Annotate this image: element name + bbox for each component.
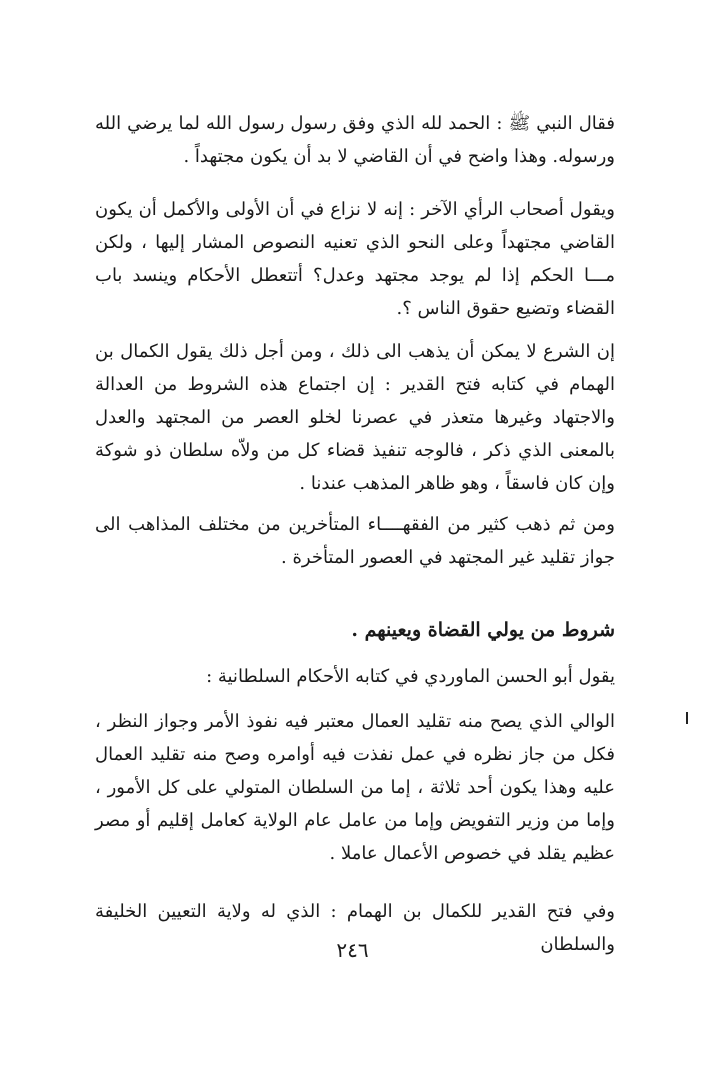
paragraph-6: الوالي الذي يصح منه تقليد العمال معتبر فيه نفوذ الأمر وجواز النظر ، فكل من جاز نظره في عمل نفذت فيه أوامره وصح منه تقليد العمال عليه وهذا يكون أحد ثلاثة ، إما من السلطان المتولي على كل الأمور ، وإما من وزير التفويض وإما من عامل عام الولاية كعامل إقليم أو مصر عظيم يقلد في خصوص الأعمال عاملا . — [95, 711, 615, 864]
paragraph-2: ويقول أصحاب الرأي الآخر : إنه لا نزاع في أن الأولى والأكمل أن يكون القاضي مجتهداً وعلى النحو الذي تعنيه النصوص المشار إليها ، ولكن مـــا الحكم إذا لم يوجد مجتهد وعدل؟ أتتعطل الأحكام وينسد باب القضاء وتضيع حقوق الناس ؟. — [95, 199, 615, 319]
paragraph-4: ومن ثم ذهب كثير من الفقهــــاء المتأخرين من مختلف المذاهب الى جواز تقليد غير المجتهد في العصور المتأخرة . — [95, 514, 615, 568]
paragraph-5: يقول أبو الحسن الماوردي في كتابه الأحكام السلطانية : — [206, 666, 615, 687]
section-heading: شروط من يولي القضاة ويعينهم . — [351, 619, 615, 641]
paragraph-7: وفي فتح القدير للكمال بن الهمام : الذي له ولاية التعيين الخليفة والسلطان — [95, 901, 615, 955]
page-number: ٢٤٦ — [336, 938, 369, 962]
paragraph-1: فقال النبي ﷺ : الحمد لله الذي وفق رسول رسول الله لما يرضي الله ورسوله. وهذا واضح في أن القاضي لا بد أن يكون مجتهداً . — [95, 113, 615, 167]
paragraph-3: إن الشرع لا يمكن أن يذهب الى ذلك ، ومن أجل ذلك يقول الكمال بن الهمام في كتابه فتح القدير : إن اجتماع هذه الشروط من العدالة والاجتهاد وغيرها متعذر في عصرنا لخلو العصر من المجتهد والعدل بالمعنى الذي ذكر ، فالوجه تنفيذ قضاء كل من ولاّه سلطان ذو شوكة وإن كان فاسقاً ، وهو ظاهر المذهب عندنا . — [95, 341, 615, 494]
margin-mark — [686, 712, 688, 724]
